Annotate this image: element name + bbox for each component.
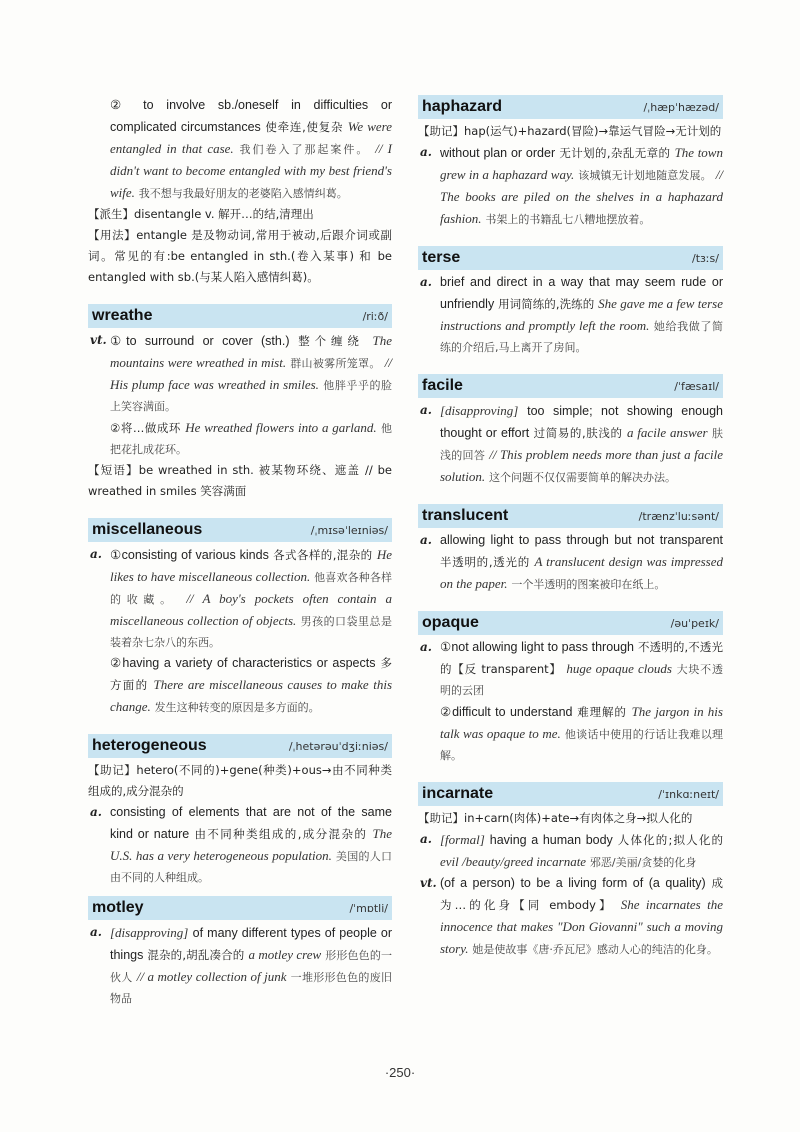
- headword-bar: [418, 611, 723, 635]
- part-of-speech: a.: [420, 145, 432, 159]
- entry-heterogeneous: [88, 734, 392, 888]
- part-of-speech: a.: [420, 832, 432, 846]
- part-of-speech: a.: [420, 403, 432, 417]
- definition-sense-1: a. consisting of elements that are not of the same kind or nature 由不同种类组成的,成分混杂的 The U.S. has a very heterogeneous population. 美国的人口由不同的人种组成。: [88, 802, 392, 888]
- part-of-speech: a.: [90, 925, 102, 939]
- headword-bar: [418, 504, 723, 528]
- entry-miscellaneous: [88, 518, 392, 718]
- entry-motley: [88, 896, 392, 1009]
- definition-sense-1: a. brief and direct in a way that may seem rude or unfriendly 用词简练的,洗练的 She gave me a few terse instructions and promptly left the room. 她给我做了简练的介绍后,马上离开了房间。: [418, 272, 723, 358]
- part-of-speech: vt.: [90, 333, 107, 347]
- part-of-speech: a.: [420, 640, 432, 654]
- entry-entangle-continued: [88, 95, 392, 288]
- left-column: [88, 95, 392, 1009]
- headword: motley: [92, 899, 144, 916]
- pronunciation: /ˌmɪsəˈleɪniəs/: [310, 523, 388, 537]
- usage-note: 【用法】entangle 是及物动词,常用于被动,后跟介词或副词。常见的有:be entangled in sth.(卷入某事) 和 be entangled with sb.(与某人陷入感情纠葛)。: [88, 228, 392, 284]
- pronunciation: /ˌhæpˈhæzəd/: [643, 100, 719, 114]
- right-column: [418, 95, 723, 960]
- headword-bar: [418, 95, 723, 119]
- pronunciation: /trænzˈluːsənt/: [638, 509, 719, 523]
- entry-haphazard: [418, 95, 723, 230]
- definition-sense-1: a. ①not allowing light to pass through 不透明的,不透光的【反 transparent】 huge opaque clouds 大块不透明的云团: [418, 637, 723, 701]
- headword-bar: [88, 304, 392, 328]
- part-of-speech: a.: [420, 275, 432, 289]
- headword-bar: [88, 896, 392, 920]
- mnemonic-note: 【助记】hap(运气)+hazard(冒险)→靠运气冒险→无计划的: [418, 124, 722, 138]
- definition-sense-1: a. [disapproving] too simple; not showing enough thought or effort 过简易的,肤浅的 a facile answer 肤浅的回答 // This problem needs more than just a facile solution. 这个问题不仅仅需要简单的解决办法。: [418, 400, 723, 488]
- definition-sense-1: a. [disapproving] of many different types of people or things 混杂的,胡乱凑合的 a motley crew 形形色色的一伙人 // a motley collection of junk 一堆形形色色的废旧物品: [88, 922, 392, 1009]
- entry-wreathe: [88, 304, 392, 502]
- headword: heterogeneous: [92, 737, 207, 754]
- headword: incarnate: [422, 785, 494, 802]
- definition-sense-1: a. ①consisting of various kinds 各式各样的,混杂的 He likes to have miscellaneous collection. 他喜欢各种各样的收藏。 // A boy's pockets often contain a miscellaneous collection of objects. 男孩的口袋里总是装着杂七杂八的东西。: [88, 544, 392, 653]
- pronunciation: /ˌhetərəuˈdʒiːniəs/: [288, 739, 388, 753]
- headword-bar: [418, 782, 723, 806]
- pronunciation: /əuˈpeɪk/: [670, 616, 719, 630]
- entry-opaque: [418, 611, 723, 766]
- headword-bar: [88, 518, 392, 542]
- headword: translucent: [422, 507, 509, 524]
- part-of-speech: a.: [420, 533, 432, 547]
- definition-sense-1: a. [formal] having a human body 人体化的;拟人化的 evil /beauty/greed incarnate 邪恶/美丽/贪婪的化身: [418, 829, 723, 873]
- definition-sense-2: ②having a variety of characteristics or aspects 多方面的 There are miscellaneous causes to make this change. 发生这种转变的原因是多方面的。: [110, 656, 393, 714]
- headword-bar: [88, 734, 392, 758]
- entry-facile: [418, 374, 723, 488]
- part-of-speech: a.: [90, 805, 102, 819]
- definition-sense-1: vt. ①to surround or cover (sth.) 整个缠绕 The mountains were wreathed in mist. 群山被雾所笼罩。 // His plump face was wreathed in smiles. 他胖乎乎的脸上笑容满面。: [88, 330, 392, 417]
- headword: terse: [422, 249, 461, 266]
- pronunciation: /ˈmɒtli/: [349, 901, 388, 915]
- mnemonic-note: 【助记】in+carn(肉体)+ate→有肉体之身→拟人化的: [418, 811, 693, 825]
- register-label: [disapproving]: [110, 925, 189, 940]
- headword: haphazard: [422, 98, 503, 115]
- definition-sense-2: vt. (of a person) to be a living form of (a quality) 成为…的化身【同 embody】 She incarnates the innocence that makes "Don Giovanni" such a moving story. 她是使故事《唐·乔瓦尼》感动人心的纯洁的化身。: [418, 873, 723, 960]
- part-of-speech: a.: [90, 547, 102, 561]
- pronunciation: /ˈfæsaɪl/: [674, 379, 719, 393]
- part-of-speech: vt.: [420, 876, 437, 890]
- definition-sense-2: ② to involve sb./oneself in difficulties or complicated circumstances 使牵连,使复杂 We were entangled in that case. 我们卷入了那起案件。 // I didn't want to become entangled with my best friend's wife. 我不想与我最好朋友的老婆陷入感情纠葛。: [110, 98, 392, 200]
- headword: facile: [422, 377, 463, 394]
- headword: miscellaneous: [92, 521, 203, 538]
- headword-bar: [418, 374, 723, 398]
- pronunciation: /tɜːs/: [691, 251, 719, 265]
- mnemonic-note: 【助记】hetero(不同的)+gene(种类)+ous→由不同种类组成的,成分混杂的: [88, 763, 392, 798]
- definition-sense-1: a. allowing light to pass through but not transparent 半透明的,透光的 A translucent design was impressed on the paper. 一个半透明的图案被印在纸上。: [418, 530, 723, 595]
- headword: opaque: [422, 614, 479, 631]
- headword: wreathe: [92, 307, 153, 324]
- derivation-note: 【派生】disentangle v. 解开…的结,清理出: [88, 207, 314, 221]
- register-label: [formal]: [440, 832, 485, 847]
- register-label: [disapproving]: [440, 403, 519, 418]
- entry-translucent: [418, 504, 723, 595]
- pronunciation: /ˈɪnkɑːneɪt/: [658, 787, 719, 801]
- definition-sense-2: ②difficult to understand 难理解的 The jargon in his talk was opaque to me. 他谈话中使用的行话让我难以理解。: [440, 704, 724, 762]
- entry-incarnate: [418, 782, 723, 960]
- phrase-note: 【短语】be wreathed in sth. 被某物环绕、遮盖 // be wreathed in smiles 笑容满面: [88, 463, 392, 498]
- definition-sense-1: a. without plan or order 无计划的,杂乱无章的 The town grew in a haphazard way. 该城镇无计划地随意发展。 // The books are piled on the shelves in a haphazard fashion. 书架上的书籍乱七八糟地摆放着。: [418, 142, 723, 230]
- headword-bar: [418, 246, 723, 270]
- pronunciation: /riːð/: [362, 309, 388, 323]
- page-number: ·250·: [384, 1065, 416, 1080]
- definition-sense-2: ②将…做成环 He wreathed flowers into a garland. 他把花扎成花环。: [110, 420, 392, 456]
- entry-terse: [418, 246, 723, 358]
